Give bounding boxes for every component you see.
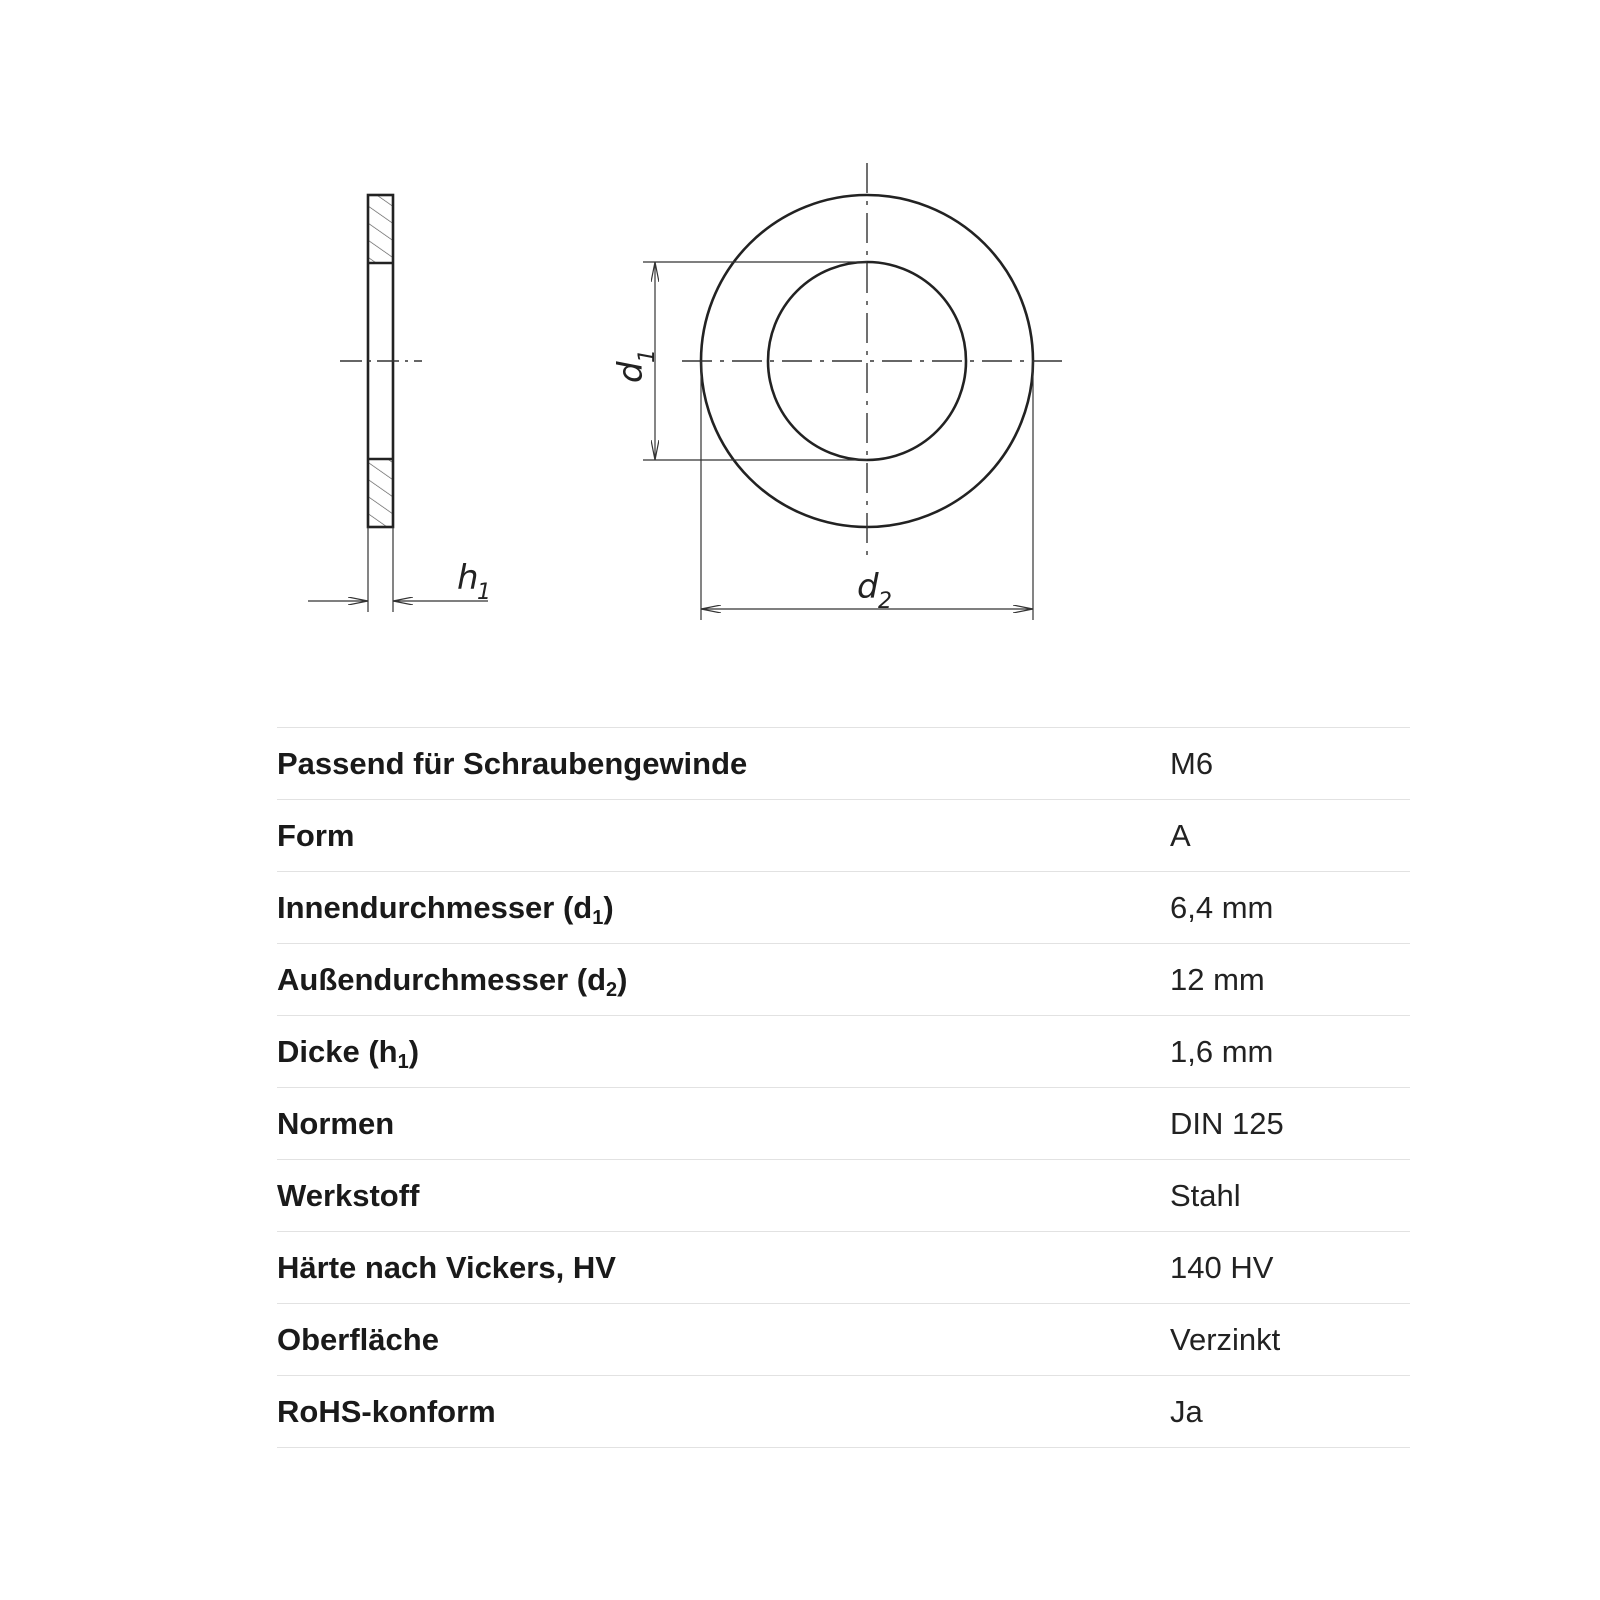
spec-value: 140 HV: [1170, 1250, 1274, 1285]
spec-row: [277, 872, 1410, 944]
spec-value: Ja: [1170, 1394, 1203, 1429]
spec-label: Dicke $(h_1)$: [277, 1034, 420, 1073]
washer-technical-drawing: [0, 0, 1600, 660]
d1-label-sub: 1: [635, 349, 660, 363]
d2-label: d: [857, 567, 879, 607]
d1-label: d: [611, 361, 651, 383]
spec-label: Normen: [277, 1106, 395, 1141]
spec-label: Form: [277, 818, 355, 853]
spec-row: [277, 728, 1410, 800]
spec-label: Härte nach Vickers, HV: [277, 1250, 616, 1285]
spec-label: Innendurchmesser $(d_1)$: [277, 890, 614, 929]
spec-value: M6: [1170, 746, 1214, 781]
spec-row: [277, 1304, 1410, 1376]
h1-label: h: [457, 558, 479, 598]
spec-value: 6,4 mm: [1170, 890, 1274, 925]
spec-label: Werkstoff: [277, 1178, 420, 1213]
spec-row: [277, 1088, 1410, 1160]
spec-label: Passend für Schraubengewinde: [277, 746, 748, 781]
spec-value: Stahl: [1170, 1178, 1241, 1213]
side-view-hatched-bottom: [368, 459, 393, 527]
spec-row: [277, 1160, 1410, 1232]
spec-value: DIN 125: [1170, 1106, 1284, 1141]
spec-row: [277, 800, 1410, 872]
d2-label-sub: 2: [878, 589, 892, 614]
spec-label: RoHS-konform: [277, 1394, 496, 1429]
spec-row: [277, 1016, 1410, 1088]
side-view: [308, 195, 491, 612]
spec-row: [277, 1376, 1410, 1448]
spec-table: [277, 727, 1410, 1448]
spec-label: Außendurchmesser $(d_2)$: [277, 962, 628, 1001]
side-view-hatched-top: [368, 195, 393, 263]
spec-row: [277, 944, 1410, 1016]
spec-row: [277, 1232, 1410, 1304]
spec-value: Verzinkt: [1170, 1322, 1281, 1357]
spec-value: 12 mm: [1170, 962, 1265, 997]
spec-value: A: [1170, 818, 1191, 853]
spec-value: 1,6 mm: [1170, 1034, 1274, 1069]
front-view: [611, 163, 1062, 620]
spec-label: Oberfläche: [277, 1322, 439, 1357]
h1-label-sub: 1: [477, 580, 491, 605]
